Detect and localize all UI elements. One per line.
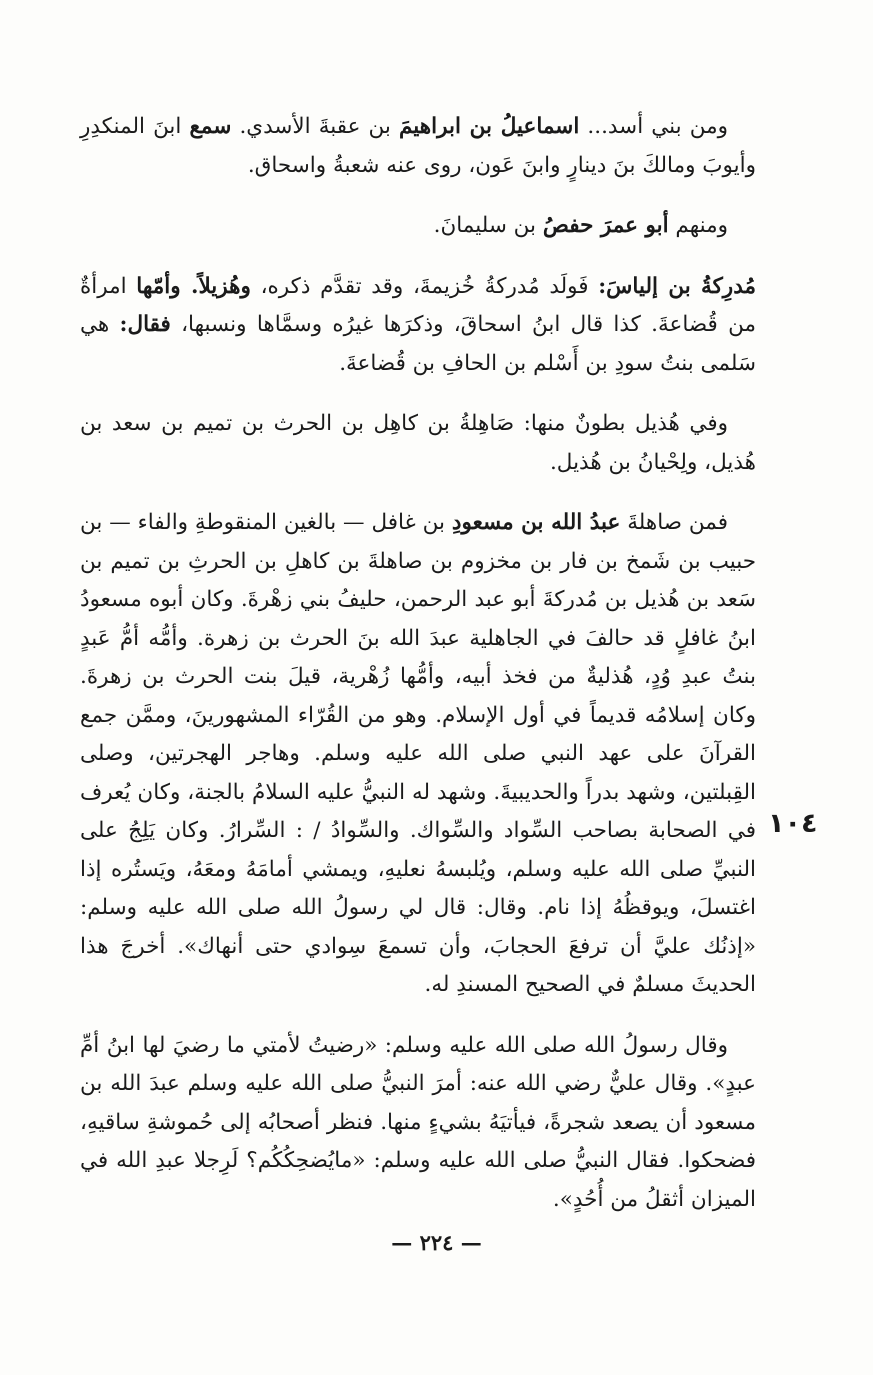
text-run-bold: سمع — [189, 114, 232, 139]
text-run-bold: فقال: — [119, 312, 171, 337]
text-run: وقال رسولُ الله صلى الله عليه وسلم: «رضيتُ لأمتي ما رضيَ لها ابنُ أمِّ عبدٍ». وقال عليٌّ رضي الله عنه: أمرَ النبيُّ صلى الله عليه وسلم عبدَ الله بن مسعود أن يصعد شجرةً، فيأتيَهُ بشيءٍ منها. فنظر أصحابُه إلى حُموشةِ ساقيهِ، فضحكوا. فقال النبيُّ صلى الله عليه وسلم: «مايُضحِكُكُم؟ لَرِجلا عبدِ الله في الميزان أثقلُ من أُحُدٍ». — [80, 1032, 756, 1212]
page-number: — ٢٢٤ — — [391, 1230, 482, 1255]
text-run: بن سليمانَ. — [433, 213, 543, 238]
text-run: وفي هُذيل بطونٌ منها: صَاهِلةُ بن كاهِل بن الحرث بن تميم بن سعد بن هُذيل، ولِحْيانُ بن هُذيل. — [80, 411, 756, 475]
paragraph-1 — [80, 108, 756, 185]
text-run: امرأةٌ من قُضاعةَ. كذا قال ابنُ اسحاقَ، وذكرَها غيرُه وسمَّاها ونسبها، — [80, 273, 756, 337]
text-run: هي سَلمى بنتُ سودِ بن أَسْلم بن الحافِ بن قُضاعةَ. — [80, 312, 756, 376]
page-body — [80, 108, 756, 1241]
text-run: ابنَ المنكدِرِ وأيوبَ ومالكَ بنَ دينارٍ وابنَ عَون، روى عنه شعبةُ واسحاق. — [80, 114, 756, 178]
text-run: بن عقبةَ الأسدي. — [231, 114, 399, 139]
paragraph-2 — [80, 207, 756, 246]
name-heading: أبو عمرَ حفصُ — [542, 213, 669, 238]
text-run: ومنهم — [668, 213, 728, 238]
text-run: بن غافل — بالغين المنقوطةِ والفاء — بن حبيب بن شَمخ بن فار بن مخزوم بن صاهلةَ بن كاهلِ بن الحرثِ بن تميم بن سَعد بن هُذيل بن مُدركةَ أبو عبد الرحمن، حليفُ بني زهْرةَ. وكان أبوه مسعودُ ابنُ غافلٍ قد حالفَ في الجاهلية عبدَ الله بنَ الحرث بن زهرة. وأمُّه أمُّ عَبدٍ بنتُ عبدِ وُدٍ، هُذليةٌ من فخذ أبيه، وأمُّها زُهْرية، قيلَ بنت الحرث بن زهرةَ. وكان إسلامُه قديماً في أول الإسلام. وهو من القُرّاء المشهورينَ، وممَّن جمع القرآنَ على عهد النبي صلى الله عليه وسلم. وهاجر الهجرتين، وصلى القِبلتين، وشهد بدراً والحديبيةَ. وشهد له النبيُّ عليه السلامُ بالجنة، وكان يُعرف في الصحابة بصاحب السِّواد والسِّواك. والسِّوادُ / : السِّرارُ. وكان يَلِجُ على النبيِّ صلى الله عليه وسلم، ويُلبسهُ نعليهِ، ويمشي أمامَهُ ومعَهُ، ويَستُره إذا اغتسلَ، ويوقظُهُ إذا نام. وقال: قال لي رسولُ الله صلى الله عليه وسلم: «إذنُك عليَّ أن ترفعَ الحجابَ، وأن تسمعَ سِوادي حتى أنهاك». أخرجَ هذا الحديثَ مسلمٌ في الصحيح المسندِ له. — [80, 510, 756, 997]
text-run: فَولَد مُدركةُ خُزيمةَ، وقد تقدَّم ذكره، — [250, 273, 599, 299]
paragraph-4 — [80, 405, 756, 482]
text-run: فمن صاهلةَ — [620, 510, 728, 535]
paragraph-5 — [80, 504, 756, 1005]
name-heading: مُدرِكةُ بن إلياسَ: — [598, 273, 756, 299]
name-heading: اسماعيلُ بن ابراهيمَ — [398, 114, 580, 139]
text-run-bold: وهُزيلاً. وأمّها — [136, 273, 251, 299]
margin-folio-number: ١٠٤ — [768, 808, 818, 839]
name-heading: عبدُ الله بن مسعودِ — [451, 510, 621, 535]
paragraph-3 — [80, 268, 756, 384]
text-run: ومن بني أسد... — [579, 114, 728, 139]
paragraph-6 — [80, 1027, 756, 1220]
